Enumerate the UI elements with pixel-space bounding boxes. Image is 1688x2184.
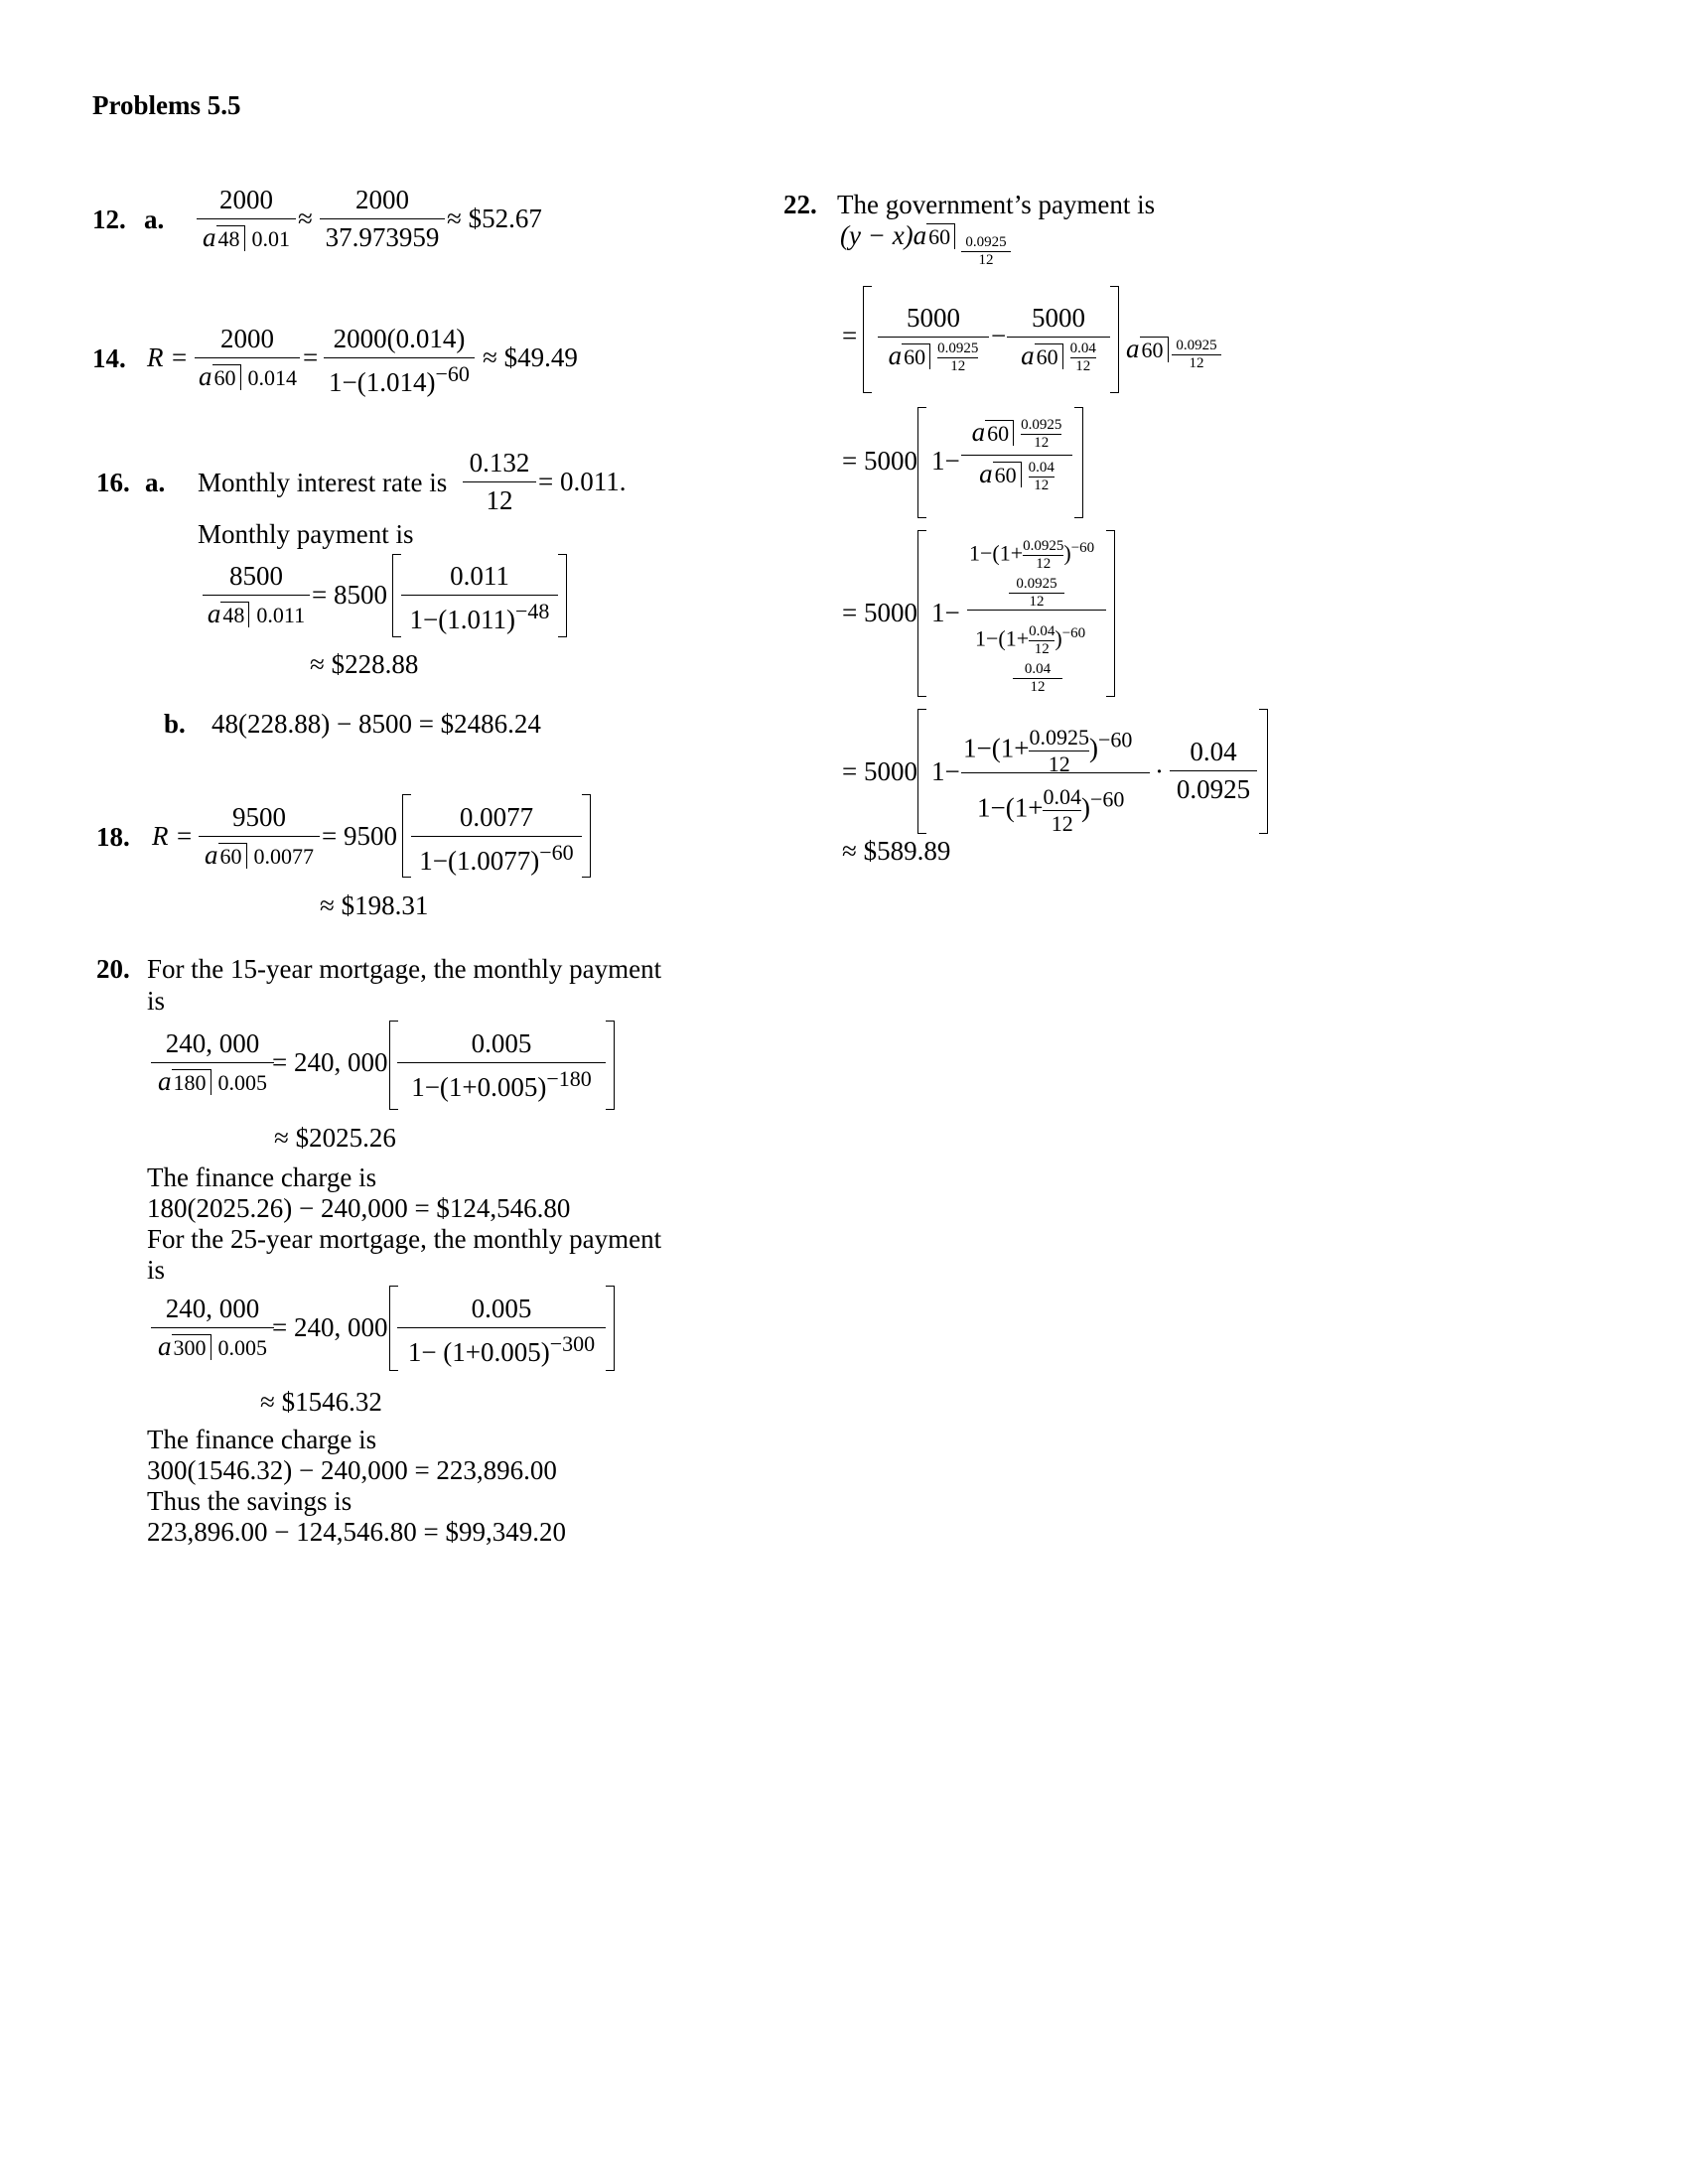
operator: = 5000 [842,756,917,786]
rate-fraction: $\frac{0.04}{12}$ [1013,661,1062,696]
right-bracket [1074,407,1083,518]
page-title: Problems 5.5 [92,90,241,120]
problem-number: 22. [783,190,817,219]
denominator: $1-(1.0077)^{-60}$ [419,840,574,876]
right-bracket [582,794,591,878]
right-bracket [606,1021,615,1110]
result: = 0.011. [538,467,627,496]
expression: 1−(1+ $\frac{0.04}{12}$ )$^{-60}$ [977,784,1125,836]
operator: = 5000 [842,598,917,627]
left-bracket [863,286,872,393]
annuity-denominator: a300 0.005 [158,1331,267,1361]
operator: = 8500 [312,580,387,610]
denominator: 0.0925 [1176,774,1251,804]
annuity-numerator: a60 $\frac{0.0925}{12}$ [961,417,1072,456]
text-line: For the 25-year mortgage, the monthly payment [147,1224,662,1254]
expression: 1−(1+ $\frac{0.0925}{12}$ )$^{-60}$ [963,725,1133,776]
operator: · [1155,756,1164,786]
fraction [397,1294,606,1368]
calc-line: 180(2025.26) − 240,000 = $124,546.80 [147,1193,571,1223]
operator: − [991,321,1007,350]
fraction [411,802,582,877]
rate-fraction: $\frac{0.0925}{12}$ [1172,338,1221,372]
problem-number: 16. [96,468,130,497]
right-bracket [558,554,567,637]
numerator: 5000 [1007,303,1110,338]
lhs: R = [152,821,194,851]
part-b-calc: 48(228.88) − 8500 = $2486.24 [211,709,541,739]
annuity-factor: a60 [1126,334,1176,364]
numerator: 0.04 [1170,737,1257,771]
fraction [961,417,1072,494]
right-bracket [606,1286,615,1371]
operator: = 9500 [322,821,397,851]
fraction [1007,303,1110,375]
result: ≈ $589.89 [842,836,951,866]
numerator: 2000 [320,185,445,219]
left-bracket [392,554,401,637]
numerator: 2000(0.014) [324,324,475,358]
fraction [195,324,300,392]
problem-number: 20. [96,954,130,984]
annuity-denominator: a60 0.014 [199,361,297,391]
fraction [203,561,310,629]
numerator: 240, 000 [151,1294,274,1328]
right-bracket [1106,530,1115,697]
rate-fraction: $\frac{0.0925}{12}$ [961,234,1011,269]
operator: 1− [931,598,960,627]
fraction [151,1294,274,1362]
fraction [324,324,475,398]
result: ≈ $49.49 [483,342,578,372]
numerator: 0.132 [463,448,536,482]
fraction [1170,737,1257,805]
denominator: 12 [486,485,513,515]
fraction [878,303,989,375]
problem-number: 18. [96,822,130,852]
numerator: 240, 000 [151,1028,274,1063]
numerator: 0.005 [397,1294,606,1328]
expression: (y − x)a60 [840,220,962,251]
denominator: $1-(1.014)^{-60}$ [329,361,470,397]
result: ≈ $228.88 [310,649,419,679]
fraction [397,1028,606,1103]
calc-line: 300(1546.32) − 240,000 = 223,896.00 [147,1455,557,1485]
operator: 1− [931,756,960,786]
fraction [199,802,320,871]
operator: 1− [931,446,960,476]
operator: = 5000 [842,446,917,476]
right-bracket [1259,709,1268,834]
problem-part-label: a. [145,468,166,497]
fraction [320,185,445,253]
text-line: is [147,1255,166,1285]
operator: ≈ [298,204,313,233]
numerator: 2000 [195,324,300,358]
text-line: The finance charge is [147,1425,377,1454]
numerator: 0.005 [397,1028,606,1063]
result: ≈ $198.31 [320,890,429,920]
numerator: 8500 [203,561,310,596]
numerator: 0.0077 [411,802,582,837]
text-line: Thus the savings is [147,1486,352,1516]
fraction [151,1028,274,1097]
numerator: 0.011 [401,561,558,596]
problem-number: 14. [92,343,126,373]
annuity-denominator: a60 $\frac{0.0925}{12}$ [888,341,979,375]
expression: 1−(1+ $\frac{0.04}{12}$ )$^{-60}$ [975,623,1086,657]
annuity-denominator: a60 $\frac{0.04}{12}$ [1021,341,1096,375]
left-bracket [917,530,926,697]
text-line: The finance charge is [147,1162,377,1192]
operator: = [303,342,319,372]
problem-number: 12. [92,205,126,234]
numerator: 5000 [878,303,989,338]
fraction-bar [967,610,1106,611]
denominator: $1- (1+0.005)^{-300}$ [407,1331,596,1367]
annuity-denominator: a60 $\frac{0.04}{12}$ [979,459,1055,493]
text-line: For the 15-year mortgage, the monthly payment [147,954,662,984]
denominator: $1-(1.011)^{-48}$ [409,599,550,634]
fraction [197,185,296,253]
result: ≈ $1546.32 [260,1387,382,1417]
denominator: $1-(1+0.005)^{-180}$ [411,1066,592,1102]
result: ≈ $52.67 [447,204,542,233]
text-line: The government’s payment is [837,190,1156,219]
problem-part-label: a. [144,205,165,234]
rate-text: Monthly interest rate is [198,468,448,497]
fraction [463,448,536,516]
expression: 1−(1+ $\frac{0.0925}{12}$ )$^{-60}$ [969,538,1095,572]
left-bracket [917,407,926,518]
annuity-denominator: a60 0.0077 [205,840,314,870]
annuity-denominator: a48 0.011 [207,599,306,628]
numerator: 2000 [197,185,296,219]
problem-part-label: b. [164,709,186,739]
rate-fraction: $\frac{0.0925}{12}$ [1009,576,1064,611]
result: ≈ $2025.26 [274,1123,396,1153]
calc-line: 223,896.00 − 124,546.80 = $99,349.20 [147,1517,566,1547]
right-bracket [1110,286,1119,393]
left-bracket [917,709,926,834]
fraction [401,561,558,635]
operator: = 240, 000 [272,1312,388,1342]
text-line: is [147,986,166,1016]
fraction-bar [961,772,1150,773]
lhs: R = [147,342,189,372]
payment-text: Monthly payment is [198,519,414,549]
operator: = 240, 000 [272,1047,388,1077]
operator: = [842,321,858,350]
numerator: 9500 [199,802,320,837]
annuity-denominator: a180 0.005 [158,1066,267,1096]
denominator: 37.973959 [325,222,440,252]
annuity-denominator: a48 0.01 [203,222,290,252]
left-bracket [402,794,411,878]
